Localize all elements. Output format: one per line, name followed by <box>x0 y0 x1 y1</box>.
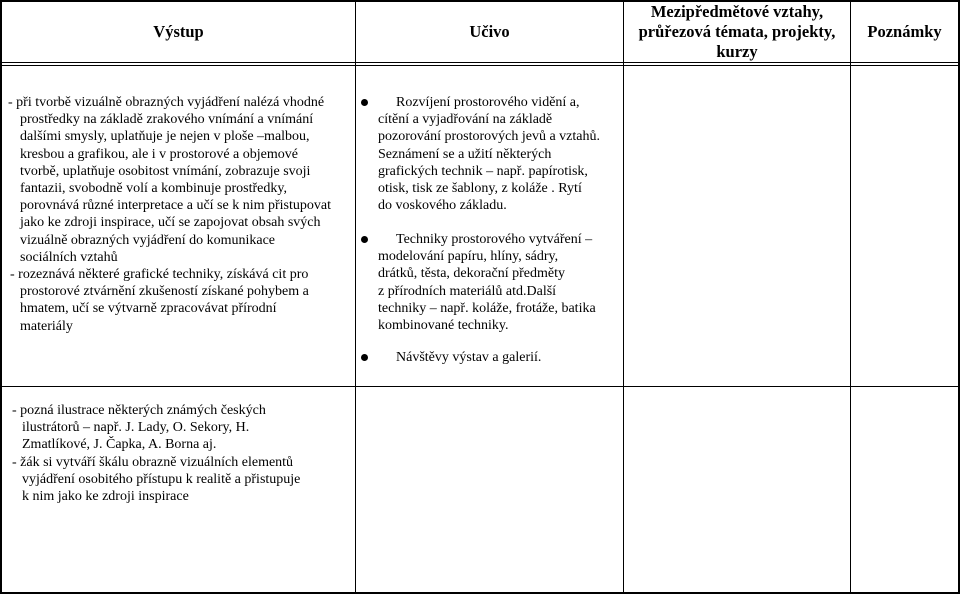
table-bottom-border <box>0 592 960 594</box>
ucivo-item-2 <box>378 231 596 334</box>
header-mezi-line-3: kurzy <box>716 42 758 61</box>
header-mezipredmetove <box>624 2 850 62</box>
ucivo-item-3 <box>378 349 541 366</box>
text-line: - při tvorbě vizuálně obrazných vyjádření nalézá vhodné <box>8 95 325 110</box>
text-line: modelování papíru, hlíny, sádry, <box>378 249 559 265</box>
text-line: Techniky prostorového vytváření – <box>396 232 593 247</box>
text-line: - rozeznává některé grafické techniky, získává cit pro <box>10 267 309 283</box>
text-line: do voskového základu. <box>378 198 507 214</box>
text-line: drátků, těsta, dekorační předměty <box>378 266 565 282</box>
text-line: vizuálně obrazných vyjádření do komunikace <box>20 232 276 248</box>
text-line: Zmatlíkové, J. Čapka, A. Borna aj. <box>22 437 217 453</box>
text-line: jako ke zdroji inspirace, učí se zapojovat obsah svých <box>20 215 321 231</box>
text-line: vyjádření osobitého přístupu k realitě a přistupuje <box>22 471 301 487</box>
text-line: kombinované techniky. <box>378 318 509 334</box>
col-divider-3 <box>623 0 624 594</box>
col-divider-1 <box>0 0 2 594</box>
text-line: dalšími smysly, uplatňuje je nejen v ploše –malbou, <box>20 129 310 145</box>
text-line: fantazii, svobodně volí a kombinuje prostředky, <box>20 181 287 197</box>
text-line: Návštěvy výstav a galerií. <box>396 350 542 365</box>
header-poznamky: Poznámky <box>867 22 942 41</box>
text-line: - žák si vytváří škálu obrazně vizuálních elementů <box>12 454 294 470</box>
text-line: ilustrátorů – např. J. Lady, O. Sekory, H. <box>22 420 250 436</box>
text-line: z přírodních materiálů atd.Další <box>378 283 557 299</box>
text-line: - pozná ilustrace některých známých českých <box>12 403 266 418</box>
header-bottom-border <box>0 62 960 63</box>
text-line: grafických technik – např. papírotisk, <box>378 163 588 179</box>
header-bottom-border-2 <box>0 65 960 66</box>
text-line: otisk, tisk ze šablony, z koláže . Rytí <box>378 181 582 197</box>
text-line: porovnává různé interpretace a učí se k nim přistupovat <box>20 198 331 214</box>
text-line: Rozvíjení prostorového vidění a, <box>396 95 580 110</box>
text-line: pozorování prostorových jevů a vztahů. <box>378 129 600 145</box>
header-ucivo: Učivo <box>469 22 510 41</box>
row1-vystup-text <box>8 94 331 335</box>
text-line: kresbou a grafikou, ale i v prostorové a objemové <box>20 146 298 162</box>
text-line: k nim jako ke zdroji inspirace <box>22 489 189 505</box>
text-line: Seznámení se a užití některých <box>378 146 552 162</box>
text-line: prostředky na základě zrakového vnímání a vnímání <box>20 112 314 128</box>
text-line: prostorové ztvárnění zkušeností získané pohybem a <box>20 284 309 300</box>
bullet-icon <box>361 236 368 243</box>
col-divider-2 <box>355 0 356 594</box>
row1-bottom-border <box>0 386 960 387</box>
row2-vystup-text <box>12 402 300 505</box>
text-line: cítění a vyjadřování na základě <box>378 112 553 128</box>
bullet-icon <box>361 354 368 361</box>
header-mezi-line-2: průřezová témata, projekty, <box>638 22 836 41</box>
header-vystup: Výstup <box>153 22 204 41</box>
text-line: techniky – např. koláže, frotáže, batika <box>378 300 596 316</box>
text-line: materiály <box>20 318 73 334</box>
text-line: hmatem, učí se výtvarně zpracovávat přírodní <box>20 301 277 317</box>
bullet-icon <box>361 99 368 106</box>
text-line: sociálních vztahů <box>20 249 118 265</box>
text-line: tvorbě, uplatňuje osobitost vnímání, zobrazuje svoji <box>20 163 311 179</box>
header-mezi-line-1: Mezipředmětové vztahy, <box>650 2 824 21</box>
col-divider-4 <box>850 0 851 594</box>
ucivo-item-1 <box>378 94 600 214</box>
